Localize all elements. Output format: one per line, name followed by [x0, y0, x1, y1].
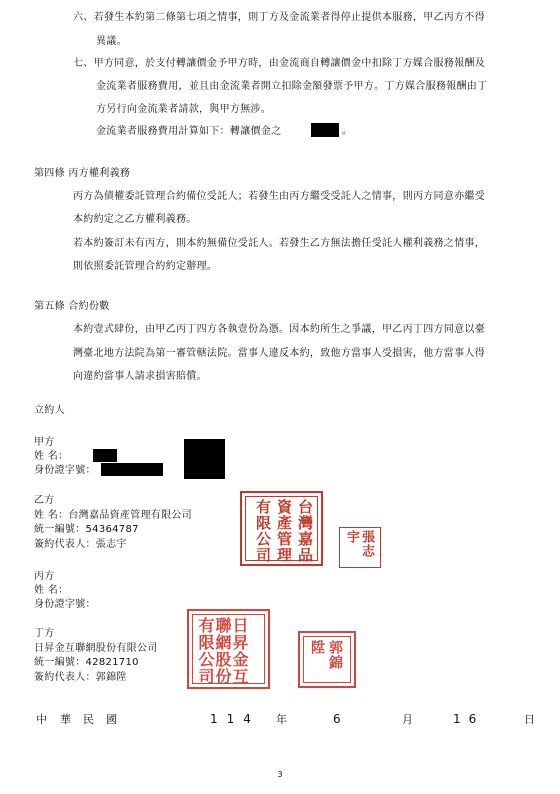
article-5-line-2: 灣臺北地方法院為第一審管轄法院。當事人違反本約，致他方當事人受損害，他方當事人得	[73, 348, 485, 359]
party-b-rep-line: 簽約代表人：張志宇	[34, 539, 127, 550]
redacted-party-a-id	[101, 463, 163, 476]
date-day-unit: 日	[524, 713, 535, 726]
page-number: 3	[277, 770, 283, 779]
redacted-party-a-seal	[184, 439, 225, 479]
party-c-id-label: 身份證字號：	[34, 599, 96, 610]
clause-7-line-1: 七、甲方同意，於支付轉讓價金予甲方時，由金流商自轉讓價金中扣除丁方媒合服務報酬及	[73, 58, 485, 69]
date-char-2: 華	[60, 713, 71, 726]
party-a-label: 甲方	[34, 437, 55, 448]
date-month: 6	[333, 712, 341, 726]
party-b-tax-id-line: 統一編號：54364787	[34, 524, 139, 535]
party-b-name-line: 姓 名：台灣嘉品資產管理有限公司	[34, 510, 192, 521]
party-b-label: 乙方	[34, 495, 55, 506]
party-d-company-seal	[187, 609, 270, 689]
article-4-p2-line-1: 若本約簽訂未有丙方，則本約無備位受託人。若發生乙方無法擔任受託人權利義務之情事，	[73, 238, 485, 249]
redacted-fee-rate	[311, 123, 339, 137]
date-char-1: 中	[36, 713, 47, 726]
article-4-p2-line-2: 則依照委託管理合約約定辦理。	[73, 261, 218, 272]
party-d-rep-seal-text: 郭錦陞	[309, 640, 343, 670]
party-d-tax-id-line: 統一編號：42821710	[34, 657, 139, 668]
clause-6-line-2: 異議。	[96, 36, 127, 47]
party-d-company-seal-text: 日昇金互聯網股份有限公司	[196, 617, 249, 685]
article-5-line-3: 向違約當事人請求損害賠償。	[73, 371, 207, 382]
article-4-p1-line-1: 丙方為債權委託管理合約備位受託人；若發生由丙方繼受受託人之情事，則丙方同意亦繼受	[73, 191, 485, 202]
clause-7-line-4-end: 。	[342, 126, 353, 137]
date-year-unit: 年	[276, 713, 287, 726]
date-char-4: 國	[106, 713, 117, 726]
clause-6-line-1: 六、若發生本約第二條第七項之情事，則丁方及金流業者得停止提供本服務，甲乙丙方不得	[73, 12, 485, 23]
date-day: 16	[453, 712, 485, 726]
clause-7-line-3: 方另行向金流業者請款，與甲方無涉。	[96, 104, 272, 115]
party-a-id-label: 身份證字號：	[34, 465, 96, 476]
date-year: 114	[210, 712, 260, 726]
party-d-rep-line: 簽約代表人：郭錦陞	[34, 672, 127, 683]
redacted-party-a-name	[93, 449, 117, 462]
party-b-company-seal	[240, 491, 323, 566]
party-a-name-label: 姓 名：	[34, 451, 69, 462]
party-d-rep-seal	[298, 631, 356, 688]
party-d-company: 日昇金互聯網股份有限公司	[34, 643, 158, 654]
article-5-heading: 第五條 合約份數	[34, 301, 110, 312]
signatories-title: 立約人	[34, 405, 65, 416]
article-4-p1-line-2: 本約約定之乙方權利義務。	[73, 214, 197, 225]
article-5-line-1: 本約壹式肆份，由甲乙丙丁四方各執壹份為憑。因本約所生之爭議，甲乙丙丁四方同意以臺	[73, 324, 485, 335]
date-char-3: 民	[83, 713, 94, 726]
date-month-unit: 月	[402, 713, 413, 726]
clause-7-line-2: 金流業者服務費用，並且由金流業者開立扣除金額發票予甲方。丁方媒合服務報酬由丁	[96, 81, 488, 92]
party-b-company-seal-text: 台灣嘉品資產管理有限公司	[254, 499, 314, 563]
party-b-rep-seal-text: 張志宇	[344, 530, 374, 558]
party-b-rep-seal	[339, 527, 381, 568]
party-c-name-label: 姓 名：	[34, 585, 69, 596]
party-c-label: 丙方	[34, 571, 55, 582]
party-d-label: 丁方	[34, 628, 55, 639]
clause-7-line-4: 金流業者服務費用計算如下：轉讓價金之	[96, 126, 282, 137]
article-4-heading: 第四條 丙方權利義務	[34, 168, 131, 179]
